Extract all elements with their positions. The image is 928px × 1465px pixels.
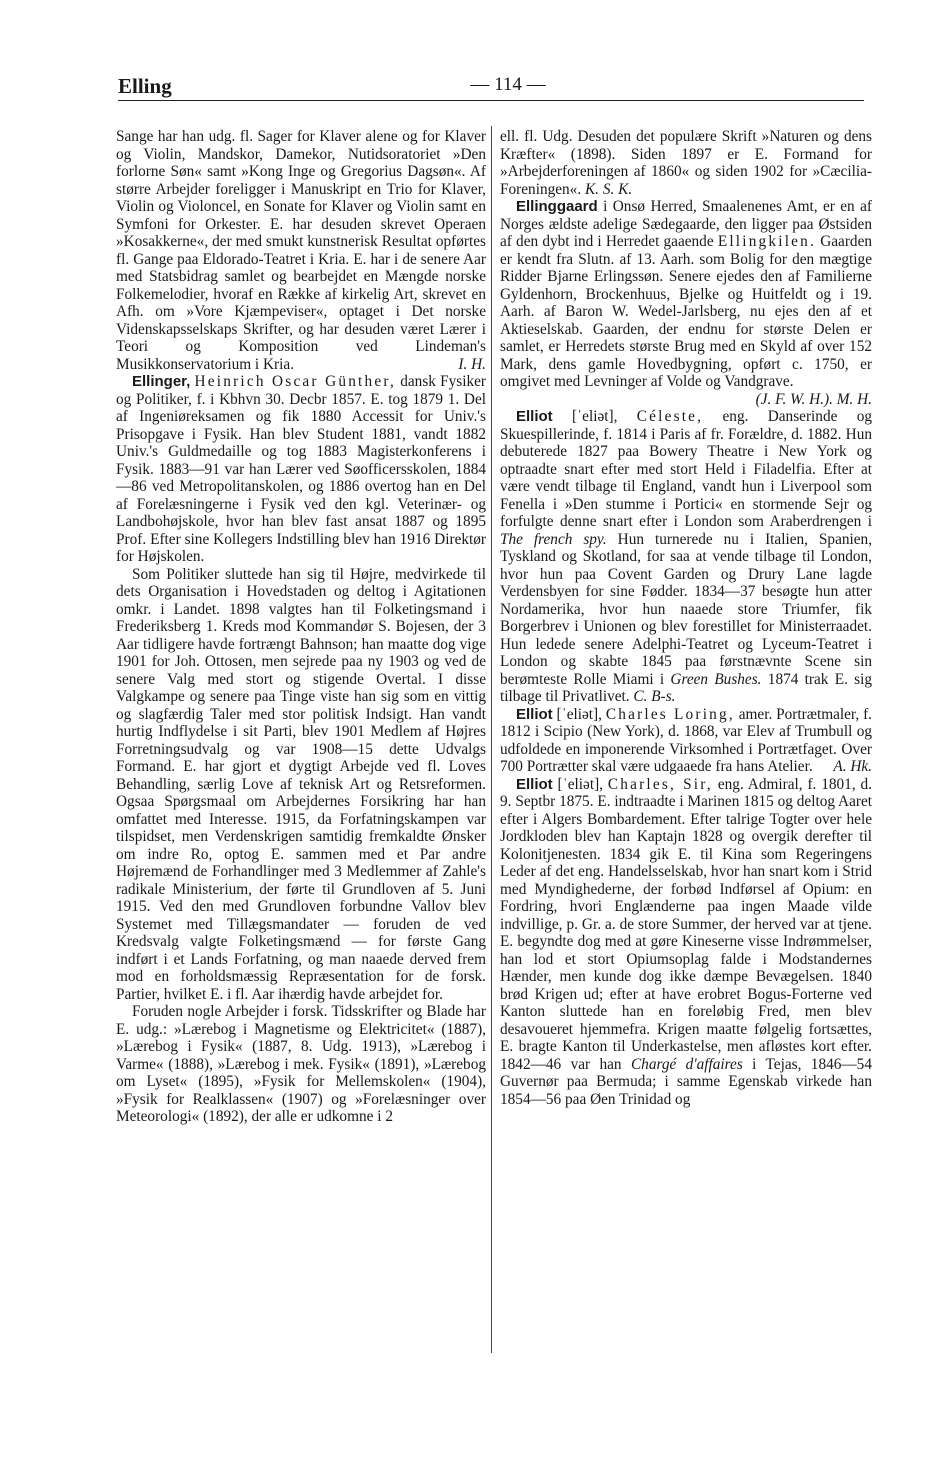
paragraph-text: Foruden nogle Arbejder i forsk. Tidsskrifter og Blade har E. udg.: »Lærebog i Magnetisme og Elektricitet« (1887), »Lærebog i Fysik« (1887, 8. Udg. 1913), »Lærebog i Varme« (1888), »Lærebog i mek. Fysik« (1891), »Lærebog om Lyset« (1895), »Fysik for Mellemskolen« (1904), »Fysik for Realklassen« (1907) og »Forelæsninger over Meteorologi« (1892), der alle er udkomne i 2 <box>116 1003 486 1125</box>
paragraph-text: Som Politiker sluttede han sig til Højre, medvirkede til dets Organisation i Hovedstaden og deltog i Agitationen omkr. i Landet. 1898 valgtes han til Folketingsmand i Frederiksberg 1. Kreds mod Kommandør S. Bojesen, der 3 Aar tidligere havde fortrængt Bahnson; han maatte dog vige 1901 for Joh. Ottosen, men sejrede paa ny 1903 og ved de senere Valg med stort og stigende Overtal. I disse Valgkampe og senere paa Tinge viste han sig som en vittig og slagfærdig Taler med stor politisk Indsigt. Han vandt hurtig Indflydelse i sit Parti, blev 1901 Medlem af Højres Forretningsudvalg og var 1908—15 dette Udvalgs Formand. E. har gjort et dygtigt Arbejde ved fl. Loves Behandling, særlig Love af teknisk Art og Retsreformen. Ogsaa Spørgsmaal om Arbejdernes Forsikring har han omfattet med Interesse. 1915, da Forfatningskampen var tilspidset, men Verdenskrigen samtidig fremkaldte Ønsker om indre Ro, optog E. sammen med et Par andre Højremænd de Forhandlinger med 3 Medlemmer af Zahle's radikale Ministerium, der førte til Grundloven af 5. Juni 1915. Ved den med Grundloven forbundne Vallov blev Systemet med Tillægsmandater — foruden de ved Kredsvalg valgte Folketingsmænd — for første Gang indført i et Lands Forfatning, og man naaede derved frem mod en forholdsmæssig Repræsentation for de forsk. Partier, hvilket E. i fl. Aar ihærdig havde arbejdet for. <box>116 565 486 1003</box>
entry-headword: Elliot <box>516 705 553 723</box>
entry-celeste-elliot <box>500 408 872 706</box>
entry-headword: Ellinggaard <box>516 198 598 215</box>
entry-text: 1874 trak E. sig tilbage til Privatlivet. <box>500 670 873 705</box>
entry-given-names: Céleste, <box>636 408 704 425</box>
entry-charles-loring-elliot <box>500 706 872 776</box>
entry-given-names: Charles, Sir, <box>607 775 713 793</box>
running-headword: Elling <box>118 74 172 98</box>
entry-text: eng. Danserinde og Skuespillerinde, f. 1814 i Paris af fr. Forældre, d. 1882. Hun debuterede 1827 paa Bowery Theatre i New York og optraadte snart efter med stort Held i Filadelfia. Efter at være vendt tilbage til England, vandt hun i Liverpool som Fenella i »Den stumme i Portici« en stormende Sejr og forfulgte denne snart efter i London som Araberdrengen i <box>500 408 872 530</box>
paragraph-text: ell. fl. Udg. Desuden det populære Skrift »Naturen og dens Kræfter« (1898). Siden 1897 er E. Formand for »Arbejderforeningen af 1860« og siden 1902 for »Cæcilia-Foreningen«. <box>500 128 872 198</box>
entry-spaced-word: Ellingkilen. <box>717 233 817 250</box>
work-title: The french spy. <box>500 530 607 548</box>
paragraph <box>116 566 486 1004</box>
author-signature: I. H. <box>458 355 486 373</box>
work-title: Green Bushes. <box>670 670 762 688</box>
entry-text: Gaarden er kendt fra Slutn. af 13. Aarh. som Bolig for den mægtige Ridder Bjarne Erlingssøn. Senere ejedes den af Familierne Gyldenhorn, Brockenhuus, Bjelke og Huitfeldt og i 19. Aarh. af Baron W. Wedel-Jarlsberg, nu ejes den af et Aktieselskab. Gaarden, der endnu for største Delen er samlet, er Herredets største Brug med en Skyld af over 152 Mark, dens gamle Hovedbygning, opført c. 1750, er omgivet med Levninger af Volde og Vandgrave. <box>500 233 873 390</box>
entry-text: i Onsø Herred, Smaalenenes Amt, er en af Norges ældste adelige Sædegaarde, den ligger paa Østsiden af den dybt ind i Herredet gaaende <box>500 198 872 250</box>
entry-ellinggaard <box>500 198 872 408</box>
entry-headword: Ellinger, <box>132 373 191 390</box>
entry-given-names: Charles Loring, <box>605 705 735 723</box>
entry-charles-elliot <box>500 776 872 1109</box>
page-header <box>118 74 864 102</box>
entry-pronunciation: [ˈeliət], <box>571 408 618 425</box>
entry-ellinger <box>116 373 486 566</box>
column-divider <box>491 126 492 1353</box>
entry-text: Hun turnerede nu i Italien, Spanien, Tyskland og Skotland, for saa at vende tilbage til London, hvor hun paa Covent Garden og Drury Lane lagde Verdensbyen for sine Fødder. 1834—37 besøgte hun atter Nordamerika, hvor hun naaede store Triumfer, fik Borgerbrev i Unionen og blev forestillet for Ministerraadet. Hun ledede senere Adelphi-Teatret og Lyceum-Teatret i London og skabte 1845 paa førstnævnte Scene sin berømteste Rolle Miami i <box>500 530 873 688</box>
paragraph <box>500 128 872 198</box>
page-number: — 114 — <box>470 74 546 95</box>
author-signature: (J. F. W. H.). M. H. <box>755 390 872 408</box>
entry-headword: Elliot <box>516 408 553 425</box>
author-signature: C. B-s. <box>633 688 676 705</box>
entry-pronunciation: [ˈeliət], <box>556 705 602 723</box>
left-column <box>116 128 486 1126</box>
entry-text: i Tejas, 1846—54 Guvernør paa Bermuda; i samme Egenskab virkede han 1854—56 paa Øen Trinidad og <box>500 1055 872 1108</box>
author-signature: A. Hk. <box>833 758 872 775</box>
author-signature: K. S. K. <box>584 180 633 198</box>
entry-given-names: Heinrich Oscar Günther, <box>194 373 397 390</box>
paragraph <box>116 128 486 373</box>
paragraph-text: Sange har han udg. fl. Sager for Klaver alene og for Klaver og Violin, Mandskor, Damekor, Nutidsoratoriet »Den forlorne Søn« samt »Kong Inge og Gregorius Dagsøn«. Af større Arbejder foreligger i Manuskript en Trio for Klaver, Violin og Violoncel, en Sonate for Klaver og Violin samt en Symfoni for Orkester. E. har desuden skrevet Operaen »Kosakkerne«, der med smukt kunstnerisk Resultat opførtes fl. Gange paa Eldorado-Teatret i Kria. E. har i de senere Aar med Statsbidrag samlet og bearbejdet en Mængde norske Folkemelodier, hvoraf en Række af kirkelig Art, skrevet en Afh. om »Vore Kjæmpeviser«, optaget i Det norske Videnskapsselskaps Skrifter, og har desuden været Lærer i Teori og Komposition ved Lindeman's Musikkonservatorium i Kria. <box>116 128 486 373</box>
work-title: Chargé d'affaires <box>630 1055 743 1073</box>
entry-pronunciation: [ˈeliət], <box>557 775 603 793</box>
header-rule <box>118 100 864 101</box>
entry-text: amer. Portrætmaler, f. 1812 i Scipio (New York), d. 1868, var Elev af Trumbull og udfoldede en imponerende Virksomhed i Portrætfaget. Over 700 Portrætter skal være udgaaede fra hans Atelier. <box>500 705 872 775</box>
entry-text: dansk Fysiker og Politiker, f. i Kbhvn 30. Decbr 1857. E. tog 1879 1. Del af Ingeniøreksamen og fik 1880 Accessit for Univ.'s Prisopgave i Fysik. Han blev Student 1881, vandt 1882 Univ.'s Guldmedaille og tog 1883 Magisterkonferens i Fysik. 1883—91 var han Lærer ved Søofficersskolen, 1884—86 ved Metropolitanskolen, og 1886 overtog han en Del af Forelæsningerne i Fysik ved den kgl. Veterinær- og Landbohøjskole, hvor han blev fast ansat 1887 og 1895 Prof. Efter sine Kollegers Indstilling blev han 1916 Direktør for Højskolen. <box>116 373 486 565</box>
right-column <box>500 128 872 1108</box>
paragraph <box>116 1003 486 1126</box>
entry-headword: Elliot <box>516 775 553 793</box>
entry-text: eng. Admiral, f. 1801, d. 9. Septbr 1875. E. indtraadte i Marinen 1815 og deltog Aaret efter i Algers Bombardement. Efter talrige Togter over hele Jordkloden blev han Kaptajn 1828 og overgik derefter til Kolonitjenesten. 1834 gik E. til Kina som Regeringens Leder af det eng. Handelsselskab, hvor han snart kom i Strid med Myndighederne, der forbød Indførsel af Opium: en Fordring, hvori Englænderne paa ingen Maade vilde indvillige, p. Gr. a. de store Summer, der herved var at tjene. E. begyndte dog med at gøre Kineserne visse Indrømmelser, han lod et stort Opiumsoplag falde i Modstandernes Hænder, men kunde dog ikke dæmpe Bevægelsen. 1840 brød Krigen ud; efter at have erobret Bogus-Forterne ved Kanton sluttede han en foreløbig Fred, men blev desavoueret hjemmefra. Krigen maatte følgelig fortsættes, E. bragte Kanton til Underkastelse, men afløstes kort efter. 1842—46 var han <box>500 775 872 1073</box>
